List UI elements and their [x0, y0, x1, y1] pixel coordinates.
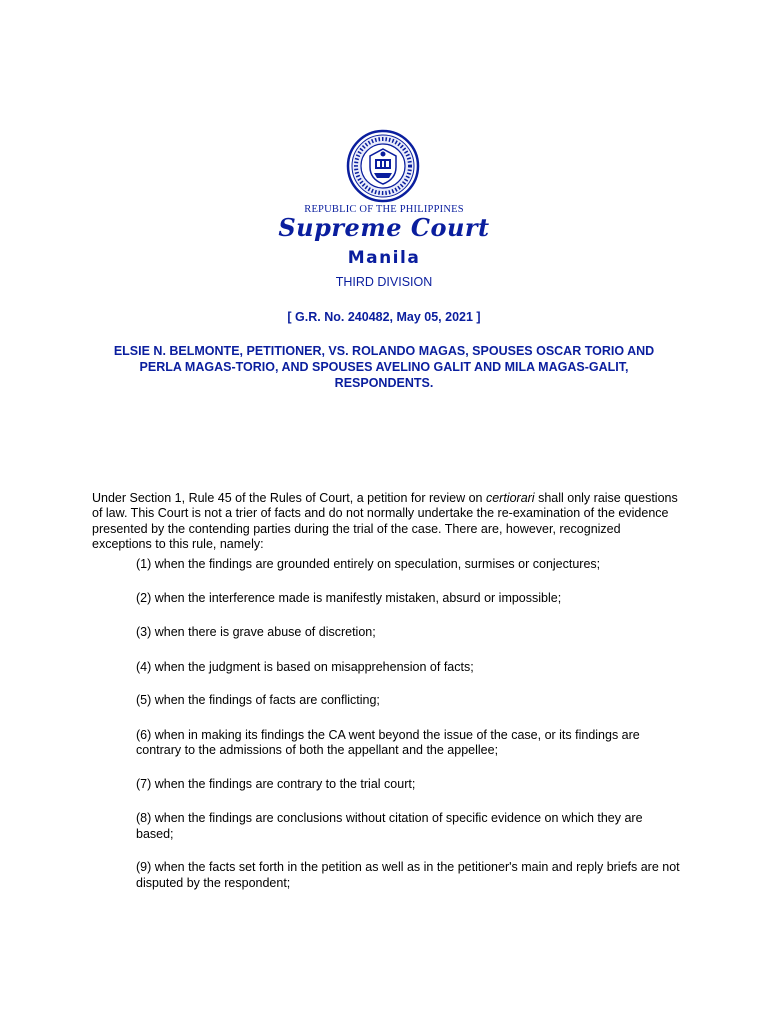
court-city: Manila — [347, 248, 421, 268]
supreme-court-seal-icon — [346, 129, 420, 203]
list-item: (4) when the judgment is based on misapprehension of facts; — [136, 659, 474, 674]
case-title: ELSIE N. BELMONTE, PETITIONER, VS. ROLANDO MAGAS, SPOUSES OSCAR TORIO AND PERLA MAGAS-TORIO, AND SPOUSES AVELINO GALIT AND MILA MAGAS-GALIT, RESPONDENTS. — [113, 344, 655, 390]
list-item: (6) when in making its findings the CA went beyond the issue of the case, or its findings are contrary to the admissions of both the appellant and the appellee; — [136, 727, 640, 757]
case-number: [ G.R. No. 240482, May 05, 2021 ] — [287, 310, 481, 324]
intro-text-end: shall only raise questions of law. This Court is not a trier of facts and do not normally undertake the re-examination of the evidence presented by the contending parties during the trial of the case. There are, however, recognized exceptions to this rule, namely: — [92, 490, 678, 551]
intro-italic-term: certiorari — [485, 490, 535, 505]
list-item: (2) when the interference made is manifestly mistaken, absurd or impossible; — [136, 590, 562, 605]
list-item: (7) when the findings are contrary to the trial court; — [136, 776, 416, 791]
list-item: (8) when the findings are conclusions without citation of specific evidence on which they are based; — [136, 811, 643, 841]
list-item: (5) when the findings of facts are conflicting; — [136, 693, 380, 707]
republic-label: REPUBLIC OF THE PHILIPPINES — [304, 204, 464, 215]
list-item: (3) when there is grave abuse of discretion; — [136, 625, 376, 639]
intro-paragraph — [92, 491, 682, 553]
division-label: THIRD DIVISION — [335, 275, 433, 289]
list-item: (9) when the facts set forth in the petition as well as in the petitioner's main and reply briefs are not disputed by the respondent; — [136, 860, 680, 890]
exceptions-list — [136, 557, 681, 891]
intro-text-start: Under Section 1, Rule 45 of the Rules of Court, a petition for review on — [92, 490, 486, 505]
court-name: Supreme Court — [278, 213, 490, 242]
list-item: (1) when the findings are grounded entirely on speculation, surmises or conjectures; — [136, 557, 601, 571]
